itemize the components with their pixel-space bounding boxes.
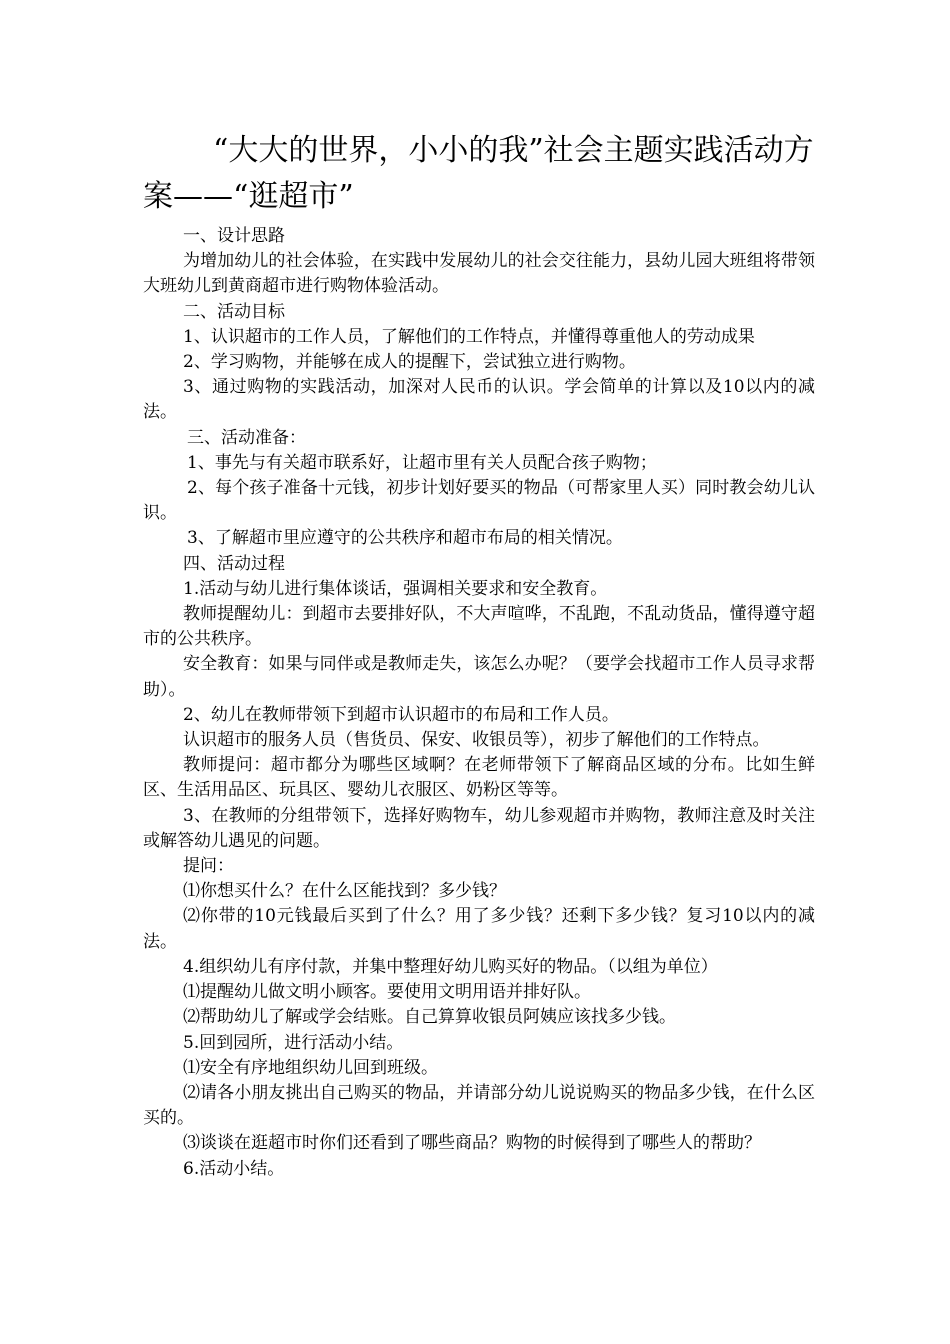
section-heading-preparation: 三、活动准备： (187, 427, 306, 448)
paragraph: 教师提问：超市都分为哪些区域啊？在老师带领下了解商品区域的分布。比如生鲜区、生活用品区、玩具区、婴幼儿衣服区、奶粉区等等。 (143, 755, 815, 801)
section-heading-process: 四、活动过程 (183, 553, 285, 574)
list-item: ⑵请各小朋友挑出自己购买的物品，并请部分幼儿说说购买的物品多少钱，在什么区买的。 (143, 1082, 815, 1129)
paragraph: 安全教育：如果与同伴或是教师走失，该怎么办呢？（要学会找超市工作人员寻求帮助）。 (143, 654, 815, 700)
list-item: 2、学习购物，并能够在成人的提醒下，尝试独立进行购物。 (183, 352, 636, 373)
document-page (143, 128, 815, 1182)
list-item: 3、通过购物的实践活动，加深对人民币的认识。学会简单的计算以及10以内的减法。 (143, 377, 815, 423)
list-item: 1、认识超市的工作人员，了解他们的工作特点，并懂得尊重他人的劳动成果 (183, 326, 755, 347)
section-heading-goals: 二、活动目标 (183, 301, 285, 322)
list-item: 2、每个孩子准备十元钱，初步计划好要买的物品（可帮家里人买）同时教会幼儿认识。 (143, 478, 815, 524)
list-item: ⑴安全有序地组织幼儿回到班级。 (183, 1057, 438, 1078)
list-item: 3、了解超市里应遵守的公共秩序和超市布局的相关情况。 (187, 528, 623, 549)
list-item: ⑴提醒幼儿做文明小顾客。要使用文明用语并排好队。 (183, 982, 591, 1003)
paragraph: 认识超市的服务人员（售货员、保安、收银员等），初步了解他们的工作特点。 (183, 730, 770, 751)
list-item: 5.回到园所，进行活动小结。 (183, 1032, 404, 1053)
list-item: 1、事先与有关超市联系好，让超市里有关人员配合孩子购物； (187, 452, 657, 473)
list-item: 6.活动小结。 (183, 1158, 285, 1179)
list-item: ⑵帮助幼儿了解或学会结账。自己算算收银员阿姨应该找多少钱。 (183, 1007, 676, 1028)
document-title: “大大的世界，小小的我”社会主题实践活动方案——“逛超市” (143, 133, 814, 214)
paragraph: 为增加幼儿的社会体验，在实践中发展幼儿的社会交往能力，县幼儿园大班组将带领大班幼儿到黄商超市进行购物体验活动。 (143, 251, 815, 297)
list-item: 1.活动与幼儿进行集体谈话，强调相关要求和安全教育。 (183, 578, 608, 599)
paragraph: 提问： (183, 856, 234, 877)
section-heading-design: 一、设计思路 (183, 226, 285, 246)
list-item: ⑴你想买什么？在什么区能找到？多少钱？ (183, 881, 506, 902)
paragraph: 教师提醒幼儿：到超市去要排好队，不大声喧哗，不乱跑，不乱动货品，懂得遵守超市的公共秩序。 (143, 604, 815, 650)
list-item: ⑵你带的10元钱最后买到了什么？用了多少钱？还剩下多少钱？复习10以内的减法。 (143, 906, 815, 952)
list-item: 4.组织幼儿有序付款，并集中整理好幼儿购买好的物品。（以组为单位） (183, 956, 718, 977)
list-item: 2、幼儿在教师带领下到超市认识超市的布局和工作人员。 (183, 704, 619, 725)
list-item: ⑶谈谈在逛超市时你们还看到了哪些商品？购物的时候得到了哪些人的帮助？ (183, 1133, 761, 1154)
list-item: 3、在教师的分组带领下，选择好购物车，幼儿参观超市并购物，教师注意及时关注或解答幼儿遇见的问题。 (143, 805, 815, 851)
